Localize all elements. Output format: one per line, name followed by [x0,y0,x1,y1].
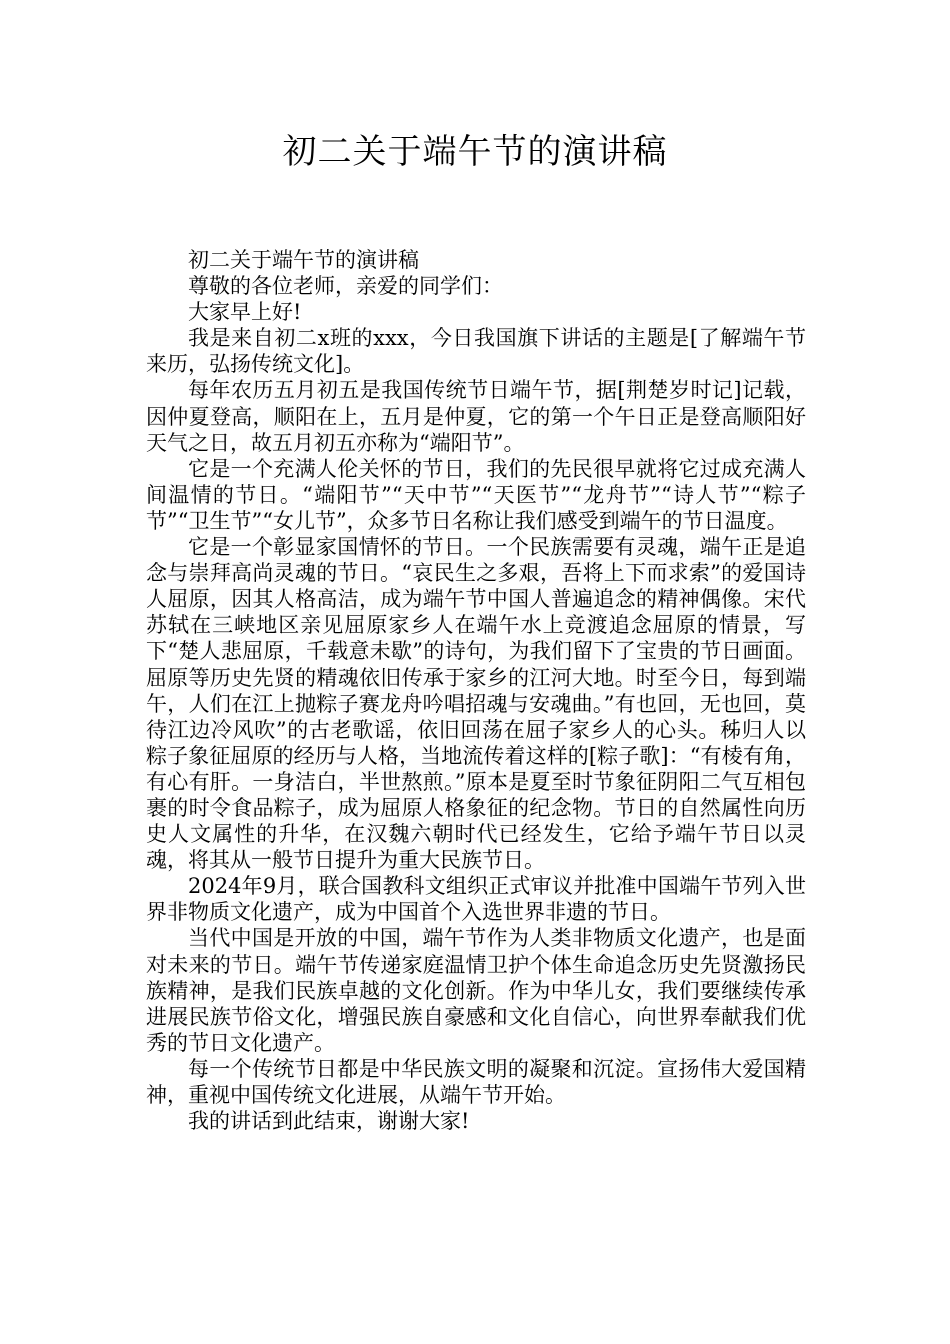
paragraph: 每一个传统节日都是中华民族文明的凝聚和沉淀。宣扬伟大爱国精神，重视中国传统文化进展，从端午节开始。 [146,1056,806,1107]
document-title: 初二关于端午节的演讲稿 [282,132,668,172]
paragraph: 初二关于端午节的演讲稿 [188,248,419,272]
paragraph: 我的讲话到此结束，谢谢大家! [188,1109,470,1134]
paragraph: 我是来自初二x班的xxx，今日我国旗下讲话的主题是[了解端午节来历，弘扬传统文化]。 [146,326,806,377]
paragraph: 每年农历五月初五是我国传统节日端午节，据[荆楚岁时记]记载，因仲夏登高，顺阳在上，五月是仲夏，它的第一个午日正是登高顺阳好天气之日，故五月初五亦称为“端阳节”。 [146,378,806,455]
paragraph: 尊敬的各位老师，亲爱的同学们： [188,274,503,299]
paragraph: 2024年9月，联合国教科文组织正式审议并批准中国端午节列入世界非物质文化遗产，成为中国首个入选世界非遗的节日。 [146,874,806,925]
document-body [146,247,806,1134]
paragraph: 它是一个彰显家国情怀的节日。一个民族需要有灵魂，端午正是追念与崇拜高尚灵魂的节日。“哀民生之多艰，吾将上下而求索”的爱国诗人屈原，因其人格高洁，成为端午节中国人普遍追念的精神偶像。宋代苏轼在三峡地区亲见屈原家乡人在端午水上竞渡追念屈原的情景，写下“楚人悲屈原，千载意未歇”的诗句，为我们留下了宝贵的节日画面。屈原等历史先贤的精魂依旧传承于家乡的江河大地。时至今日，每到端午，人们在江上抛粽子赛龙舟吟唱招魂与安魂曲。”有也回，无也回，莫待江边冷风吹”的古老歌谣，依旧回荡在屈子家乡人的心头。秭归人以粽子象征屈原的经历与人格，当地流传着这样的[粽子歌]：“有棱有角，有心有肝。一身洁白，半世熬煎。”原本是夏至时节象征阴阳二气互相包裹的时令食品粽子，成为屈原人格象征的纪念物。节日的自然属性向历史人文属性的升华，在汉魏六朝时代已经发生，它给予端午节日以灵魂，将其从一般节日提升为重大民族节日。 [146,535,806,873]
paragraph: 大家早上好! [188,300,302,325]
paragraph: 它是一个充满人伦关怀的节日，我们的先民很早就将它过成充满人间温情的节日。“端阳节”“天中节”“天医节”“龙舟节”“诗人节”“粽子节”“卫生节”“女儿节”，众多节日名称让我们感受到端午的节日温度。 [146,456,806,533]
paragraph: 当代中国是开放的中国，端午节作为人类非物质文化遗产，也是面对未来的节日。端午节传递家庭温情卫护个体生命追念历史先贤激扬民族精神，是我们民族卓越的文化创新。作为中华儿女，我们要继续传承进展民族节俗文化，增强民族自豪感和文化自信心，向世界奉献我们优秀的节日文化遗产。 [146,926,806,1055]
